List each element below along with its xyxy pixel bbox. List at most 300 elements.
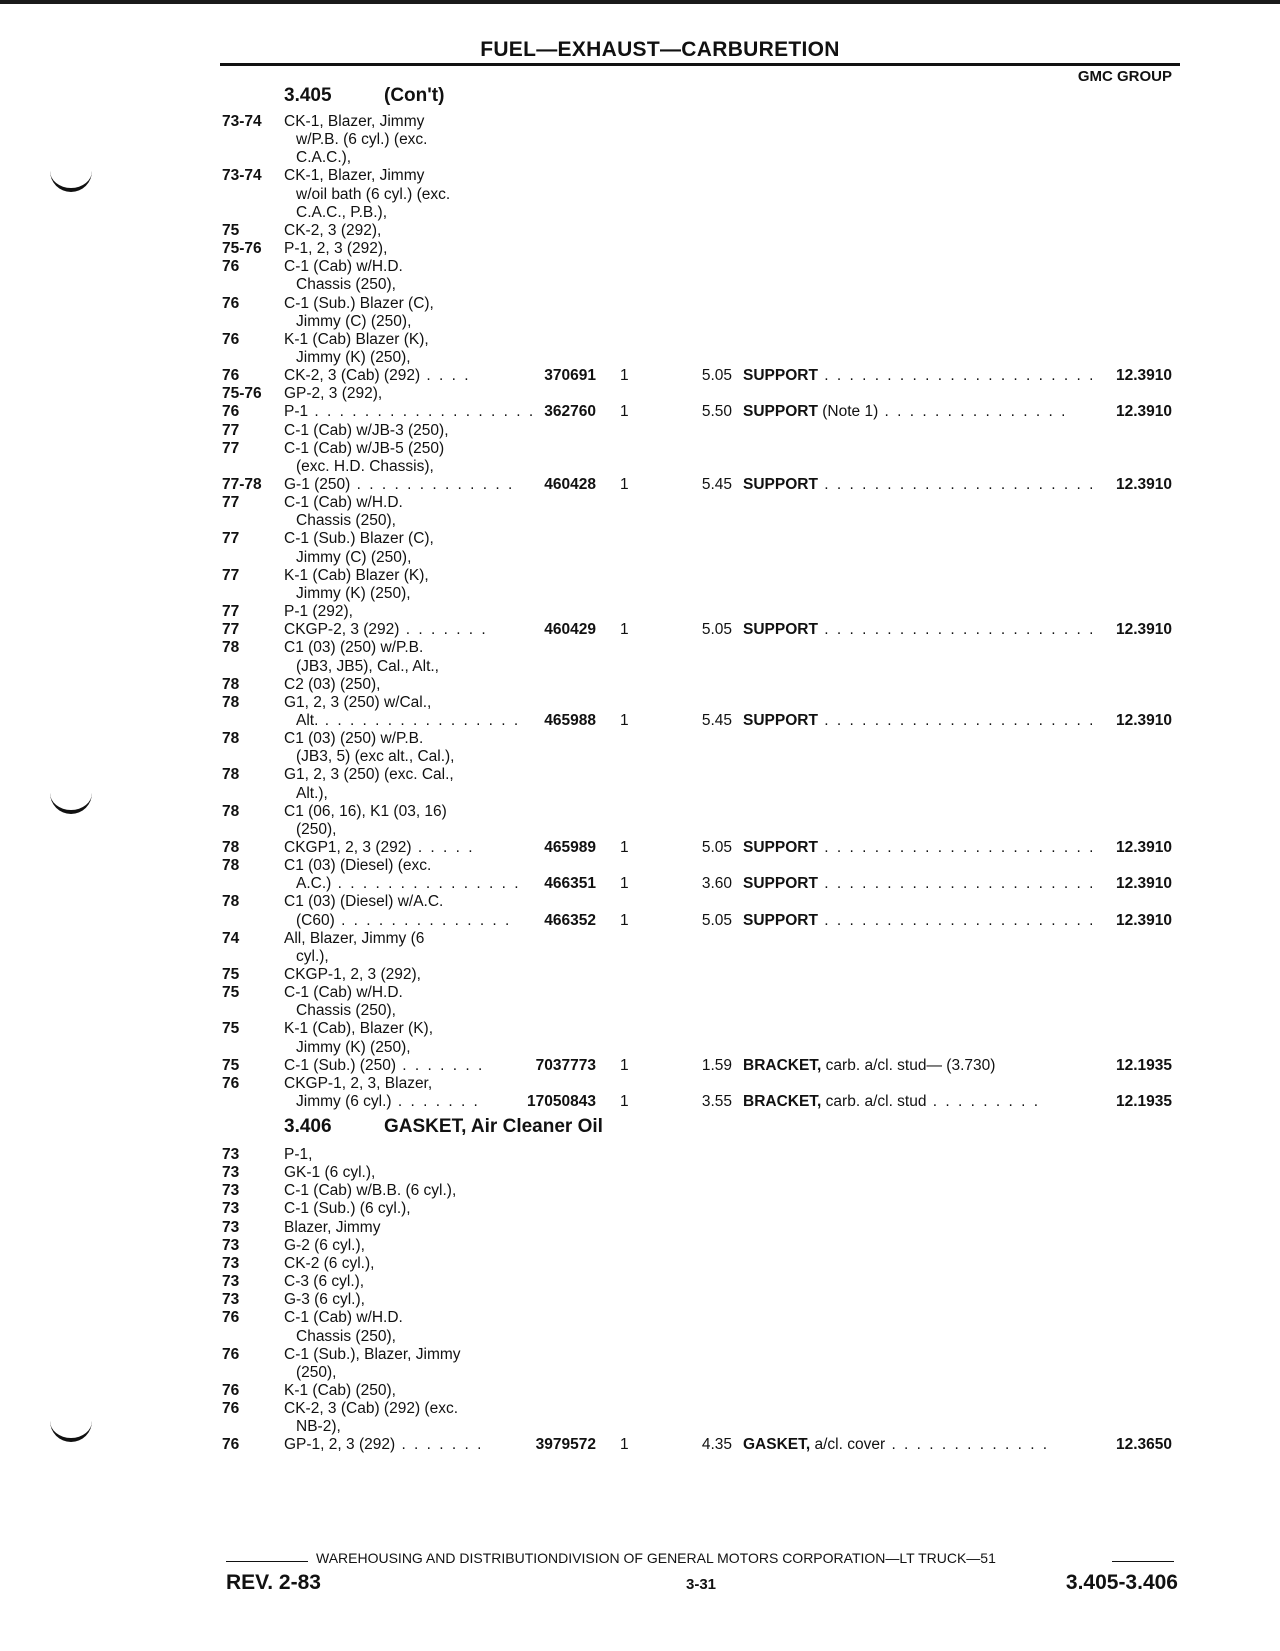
application-label: w/oil bath (6 cyl.) (exc. [296, 186, 451, 203]
application-text [284, 1291, 494, 1309]
revision-label: REV. 2-83 [226, 1571, 321, 1594]
application-text [296, 748, 494, 766]
part-number: 7037773 [535, 1057, 596, 1074]
part-name: BRACKET, [743, 1057, 822, 1074]
application-text [296, 585, 494, 603]
part-number: 3979572 [535, 1436, 596, 1453]
application-label: CK-2, 3 (Cab) (292) (exc. [284, 1400, 458, 1417]
model-years: 75-76 [222, 385, 262, 402]
application-text [284, 803, 494, 821]
leader-dots: . . . . . . . . . . . . . . . . . . . . . . [817, 839, 1096, 856]
application-row [0, 1309, 1280, 1327]
application-text [284, 1400, 494, 1418]
application-text [296, 1002, 494, 1020]
application-row [0, 331, 1280, 349]
application-label: CKGP-1, 2, 3, Blazer, [284, 1075, 433, 1092]
application-label: P-1 [284, 403, 309, 420]
model-years: 77 [222, 530, 240, 547]
part-row [0, 476, 1280, 494]
application-text [284, 476, 515, 494]
application-row [0, 639, 1280, 657]
application-row [0, 313, 1280, 331]
application-text [296, 458, 494, 476]
application-text [284, 295, 494, 313]
application-row [0, 1039, 1280, 1057]
application-row [0, 984, 1280, 1002]
application-label: C-1 (Cab) w/H.D. [284, 1309, 403, 1326]
application-label: C-1 (Cab) w/B.B. (6 cyl.), [284, 1182, 457, 1199]
application-label: CK-1, Blazer, Jimmy [284, 113, 425, 130]
part-row [0, 1093, 1280, 1111]
application-label: (250), [296, 821, 337, 838]
application-text [284, 839, 494, 857]
leader-dots: . . . . . . . . . . . . . . . . . . . . . . [817, 621, 1096, 638]
application-row [0, 1002, 1280, 1020]
part-number: 466351 [544, 875, 596, 892]
application-row [0, 1346, 1280, 1364]
model-years: 78 [222, 803, 240, 820]
model-years: 78 [222, 730, 240, 747]
application-text [296, 1093, 494, 1111]
application-text [284, 1182, 494, 1200]
model-years: 74 [222, 930, 240, 947]
application-text [284, 857, 494, 875]
application-label: Jimmy (C) (250), [296, 549, 412, 566]
model-years: 73 [222, 1146, 240, 1163]
quantity: 1 [620, 912, 629, 929]
application-text [284, 494, 494, 512]
part-detail: a/cl. cover [810, 1436, 886, 1453]
application-row [0, 567, 1280, 585]
application-label: C-1 (Cab) w/JB-3 (250), [284, 422, 449, 439]
model-years: 73-74 [222, 167, 262, 184]
application-row [0, 1200, 1280, 1218]
application-row [0, 1237, 1280, 1255]
part-number: 362760 [544, 403, 596, 420]
application-label: A.C.) [296, 875, 332, 892]
application-text [284, 1309, 494, 1327]
application-text [296, 821, 494, 839]
application-label: K-1 (Cab) Blazer (K), [284, 331, 429, 348]
application-text [296, 186, 494, 204]
quantity: 1 [620, 1057, 629, 1074]
application-row [0, 585, 1280, 603]
application-label: P-1, [284, 1146, 313, 1163]
application-label: G1, 2, 3 (250) w/Cal., [284, 694, 432, 711]
section-title: GASKET, Air Cleaner Oil [384, 1116, 603, 1137]
list-price: 5.05 [701, 912, 732, 929]
application-label: CK-2, 3 (292), [284, 222, 382, 239]
leader-dots: . . . . . . . . . . . . . [350, 476, 515, 493]
part-detail: carb. a/cl. stud [821, 1093, 927, 1110]
application-label: C1 (03) (250) w/P.B. [284, 639, 424, 656]
application-row [0, 803, 1280, 821]
application-text [284, 694, 494, 712]
group-reference: 12.3910 [1115, 839, 1172, 856]
application-row [0, 204, 1280, 222]
group-reference: 12.1935 [1115, 1057, 1172, 1074]
model-years: 75-76 [222, 240, 262, 257]
section-heading [284, 1116, 603, 1138]
group-reference: 12.3910 [1115, 403, 1172, 420]
part-number: 465988 [544, 712, 596, 729]
application-label: G1, 2, 3 (250) (exc. Cal., [284, 766, 454, 783]
leader-dots: . . . . . . . . . . . . . . . . . . . . . . [817, 367, 1096, 384]
application-row [0, 186, 1280, 204]
application-row [0, 131, 1280, 149]
application-text [284, 567, 494, 585]
top-edge-bar [0, 0, 1280, 4]
quantity: 1 [620, 403, 629, 420]
list-price: 5.45 [701, 476, 732, 493]
application-row [0, 658, 1280, 676]
application-text [284, 1237, 494, 1255]
footer-rule-right [1112, 1561, 1174, 1562]
application-text [284, 1164, 494, 1182]
application-text [284, 1382, 494, 1400]
group-reference: 12.1935 [1115, 1093, 1172, 1110]
part-row [0, 875, 1280, 893]
application-text [284, 966, 494, 984]
application-text [284, 258, 494, 276]
part-name: BRACKET, [743, 1093, 822, 1110]
application-text [296, 658, 494, 676]
model-years: 73 [222, 1182, 240, 1199]
part-row [0, 912, 1280, 930]
part-name: SUPPORT [743, 912, 818, 929]
part-number: 466352 [544, 912, 596, 929]
application-text [284, 167, 494, 185]
application-row [0, 222, 1280, 240]
quantity: 1 [620, 839, 629, 856]
part-name: SUPPORT [743, 367, 818, 384]
application-label: (C60) [296, 912, 335, 929]
part-row [0, 1057, 1280, 1075]
application-text [284, 440, 494, 458]
model-years: 75 [222, 222, 240, 239]
application-row [0, 258, 1280, 276]
application-row [0, 422, 1280, 440]
model-years: 77 [222, 567, 240, 584]
application-row [0, 240, 1280, 258]
application-row [0, 1400, 1280, 1418]
leader-dots: . . . . [420, 367, 471, 384]
application-text [284, 422, 494, 440]
footer-rule-left [226, 1561, 308, 1562]
list-price: 3.55 [701, 1093, 732, 1110]
page-number: 3-31 [686, 1576, 717, 1593]
model-years: 73 [222, 1237, 240, 1254]
application-label: K-1 (Cab) Blazer (K), [284, 567, 429, 584]
application-label: Chassis (250), [296, 1328, 396, 1345]
leader-dots: . . . . . [411, 839, 475, 856]
application-row [0, 676, 1280, 694]
application-text [284, 240, 494, 258]
group-reference: 12.3910 [1115, 476, 1172, 493]
model-years: 77 [222, 440, 240, 457]
application-text [284, 1057, 494, 1075]
leader-dots: . . . . . . . [399, 621, 488, 638]
application-label: G-1 (250) [284, 476, 351, 493]
application-label: P-1, 2, 3 (292), [284, 240, 388, 257]
part-row [0, 712, 1280, 730]
application-text [296, 276, 494, 294]
model-years: 76 [222, 1436, 240, 1453]
part-description [743, 1057, 1061, 1075]
application-text [284, 621, 494, 639]
application-label: w/P.B. (6 cyl.) (exc. [296, 131, 428, 148]
part-name: SUPPORT [743, 403, 818, 420]
part-description [743, 912, 1096, 930]
application-row [0, 748, 1280, 766]
application-label: C1 (03) (250) w/P.B. [284, 730, 424, 747]
group-reference: 12.3910 [1115, 367, 1172, 384]
application-label: (JB3, JB5), Cal., Alt., [296, 658, 439, 675]
part-description [743, 476, 1096, 494]
part-number: 465989 [544, 839, 596, 856]
leader-dots: . . . . . . . [395, 1436, 484, 1453]
application-text [296, 349, 494, 367]
model-years: 75 [222, 1020, 240, 1037]
leader-dots: . . . . . . . . . . . . . . . [331, 875, 521, 892]
application-label: C1 (03) (Diesel) w/A.C. [284, 893, 444, 910]
application-label: C2 (03) (250), [284, 676, 381, 693]
group-reference: 12.3910 [1115, 912, 1172, 929]
model-years: 76 [222, 1346, 240, 1363]
application-label: C-1 (Sub.) (250) [284, 1057, 396, 1074]
model-years: 77 [222, 422, 240, 439]
application-text [296, 785, 494, 803]
list-price: 5.05 [701, 621, 732, 638]
application-row [0, 1219, 1280, 1237]
application-text [284, 1255, 494, 1273]
application-text [284, 113, 494, 131]
application-label: CK-2 (6 cyl.), [284, 1255, 375, 1272]
application-text [284, 367, 494, 385]
quantity: 1 [620, 621, 629, 638]
application-text [284, 530, 494, 548]
application-label: NB-2), [296, 1418, 341, 1435]
model-years: 73 [222, 1164, 240, 1181]
application-label: C-1 (Sub.) Blazer (C), [284, 530, 434, 547]
part-number: 370691 [544, 367, 596, 384]
model-years: 76 [222, 331, 240, 348]
model-years: 76 [222, 258, 240, 275]
model-years: 76 [222, 1075, 240, 1092]
application-row [0, 1020, 1280, 1038]
application-row [0, 821, 1280, 839]
part-detail: (Note 1) [817, 403, 879, 420]
model-years: 78 [222, 857, 240, 874]
application-row [0, 167, 1280, 185]
application-row [0, 385, 1280, 403]
application-text [296, 149, 494, 167]
list-price: 5.05 [701, 839, 732, 856]
application-label: GK-1 (6 cyl.), [284, 1164, 376, 1181]
application-label: Alt. [296, 712, 319, 729]
application-label: Jimmy (K) (250), [296, 349, 411, 366]
application-text [284, 730, 494, 748]
model-years: 73 [222, 1273, 240, 1290]
application-label: C-1 (Sub.) Blazer (C), [284, 295, 434, 312]
section-heading [284, 85, 444, 107]
application-row [0, 494, 1280, 512]
application-label: K-1 (Cab), Blazer (K), [284, 1020, 434, 1037]
application-text [284, 385, 494, 403]
application-label: P-1 (292), [284, 603, 353, 620]
application-text [296, 948, 494, 966]
application-label: CKGP1, 2, 3 (292) [284, 839, 412, 856]
application-row [0, 295, 1280, 313]
application-label: Chassis (250), [296, 276, 396, 293]
application-label: G-2 (6 cyl.), [284, 1237, 365, 1254]
application-label: C-1 (Cab) w/H.D. [284, 984, 403, 1001]
model-years: 77-78 [222, 476, 262, 493]
leader-dots: . . . . . . . . . . . . . . . . . . . . . . [817, 875, 1096, 892]
leader-dots: . . . . . . . . . . . . . . [334, 912, 512, 929]
application-label: K-1 (Cab) (250), [284, 1382, 396, 1399]
application-row [0, 766, 1280, 784]
application-row [0, 276, 1280, 294]
application-row [0, 966, 1280, 984]
application-label: Chassis (250), [296, 512, 396, 529]
model-years: 76 [222, 1400, 240, 1417]
application-text [284, 766, 494, 784]
application-text [296, 1418, 494, 1436]
list-price: 5.50 [701, 403, 732, 420]
part-row [0, 367, 1280, 385]
model-years: 78 [222, 694, 240, 711]
application-label: C-1 (Sub.), Blazer, Jimmy [284, 1346, 461, 1363]
application-label: Jimmy (K) (250), [296, 585, 411, 602]
quantity: 1 [620, 712, 629, 729]
application-label: C1 (06, 16), K1 (03, 16) [284, 803, 447, 820]
quantity: 1 [620, 476, 629, 493]
application-row [0, 113, 1280, 131]
leader-dots: . . . . . . . . . . . . . . . . . . . . . . [817, 712, 1096, 729]
part-name: SUPPORT [743, 875, 818, 892]
application-text [284, 676, 494, 694]
model-years: 73 [222, 1291, 240, 1308]
application-text [284, 1146, 494, 1164]
model-years: 78 [222, 639, 240, 656]
application-label: CK-2, 3 (Cab) (292) [284, 367, 421, 384]
application-text [284, 1273, 494, 1291]
application-label: GP-1, 2, 3 (292) [284, 1436, 396, 1453]
application-text [284, 1346, 494, 1364]
part-number: 17050843 [527, 1093, 596, 1110]
application-row [0, 1328, 1280, 1346]
section-title: (Con't) [384, 85, 445, 106]
application-text [284, 1200, 494, 1218]
application-label: Jimmy (K) (250), [296, 1039, 411, 1056]
application-text [296, 912, 512, 930]
application-text [296, 875, 521, 893]
part-row [0, 621, 1280, 639]
part-number: 460429 [544, 621, 596, 638]
application-text [296, 1039, 494, 1057]
leader-dots: . . . . . . . . . . . . . . . [878, 403, 1068, 420]
section-range: 3.405-3.406 [1065, 1571, 1178, 1594]
model-years: 73 [222, 1255, 240, 1272]
model-years: 76 [222, 403, 240, 420]
application-row [0, 440, 1280, 458]
application-label: C-1 (Cab) w/H.D. [284, 494, 403, 511]
group-reference: 12.3650 [1115, 1436, 1172, 1453]
application-row [0, 893, 1280, 911]
model-years: 73 [222, 1200, 240, 1217]
application-label: Alt.), [296, 785, 328, 802]
application-label: All, Blazer, Jimmy (6 [284, 930, 425, 947]
model-years: 78 [222, 766, 240, 783]
application-row [0, 694, 1280, 712]
group-reference: 12.3910 [1115, 621, 1172, 638]
application-label: G-3 (6 cyl.), [284, 1291, 365, 1308]
list-price: 4.35 [701, 1436, 732, 1453]
application-text [296, 512, 494, 530]
application-text [284, 930, 494, 948]
application-row [0, 149, 1280, 167]
application-label: Jimmy (C) (250), [296, 313, 412, 330]
application-row [0, 930, 1280, 948]
application-row [0, 1273, 1280, 1291]
application-text [284, 1436, 494, 1454]
application-text [284, 603, 494, 621]
application-label: GP-2, 3 (292), [284, 385, 383, 402]
application-text [296, 712, 521, 730]
application-row [0, 785, 1280, 803]
application-text [284, 893, 494, 911]
application-text [284, 639, 494, 657]
application-label: C1 (03) (Diesel) (exc. [284, 857, 432, 874]
leader-dots: . . . . . . . . . . . . . . . . . . . . . . [817, 912, 1096, 929]
application-row [0, 1364, 1280, 1382]
leader-dots: . . . . . . . [395, 1057, 485, 1074]
section-number: 3.405 [284, 85, 332, 106]
application-label: (exc. H.D. Chassis), [296, 458, 434, 475]
part-description [743, 621, 1096, 639]
application-label: CK-1, Blazer, Jimmy [284, 167, 425, 184]
part-name: SUPPORT [743, 839, 818, 856]
application-row [0, 512, 1280, 530]
application-label: C-3 (6 cyl.), [284, 1273, 365, 1290]
part-row [0, 1436, 1280, 1454]
application-text [284, 984, 494, 1002]
group-label: GMC GROUP [1077, 68, 1172, 85]
application-label: Chassis (250), [296, 1002, 396, 1019]
part-name: GASKET, [743, 1436, 811, 1453]
model-years: 78 [222, 893, 240, 910]
part-name: SUPPORT [743, 621, 818, 638]
model-years: 75 [222, 1057, 240, 1074]
application-row [0, 1164, 1280, 1182]
application-label: C-1 (Cab) w/JB-5 (250) [284, 440, 445, 457]
model-years: 73-74 [222, 113, 262, 130]
leader-dots: . . . . . . . . . . . . . . . . . . [308, 403, 536, 420]
footer-publisher: WAREHOUSING AND DISTRIBUTIONDIVISION OF GENERAL MOTORS CORPORATION—LT TRUCK—51 [316, 1550, 996, 1566]
application-label: (JB3, 5) (exc alt., Cal.), [296, 748, 455, 765]
application-label: Blazer, Jimmy [284, 1219, 381, 1236]
model-years: 78 [222, 839, 240, 856]
application-row [0, 1182, 1280, 1200]
group-reference: 12.3910 [1115, 712, 1172, 729]
application-text [296, 1328, 494, 1346]
application-text [284, 222, 494, 240]
application-text [284, 331, 494, 349]
leader-dots: . . . . . . . . . [926, 1093, 1040, 1110]
application-row [0, 1382, 1280, 1400]
header-rule [220, 63, 1180, 66]
